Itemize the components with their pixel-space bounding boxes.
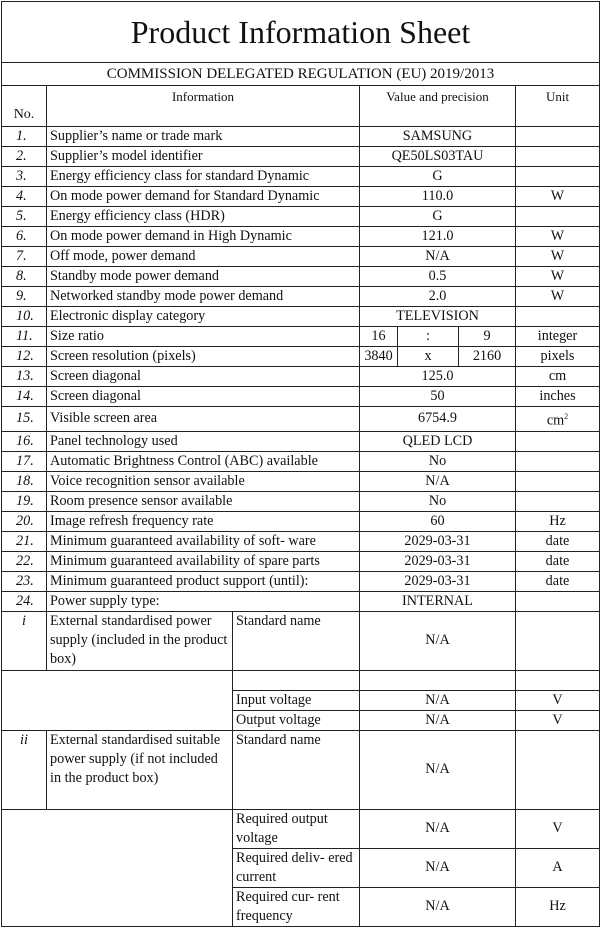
header-no: No. (2, 86, 47, 127)
unit-base: cm (546, 412, 565, 429)
table-row (2, 511, 600, 531)
row-value: No (360, 451, 516, 471)
row-number: 11. (2, 327, 47, 347)
row-unit (516, 591, 600, 611)
row-number: 20. (2, 511, 47, 531)
row-unit: W (516, 287, 600, 307)
row-number: 6. (2, 227, 47, 247)
row-information: Room presence sensor available (47, 491, 360, 511)
psu-i-information: External standardised power supply (included in the product box) (47, 611, 233, 670)
row-number: 15. (2, 407, 47, 432)
table-row (2, 387, 600, 407)
row-number: 17. (2, 451, 47, 471)
row-value-second: 9 (459, 327, 516, 347)
row-information: Size ratio (47, 327, 360, 347)
row-number: 22. (2, 551, 47, 571)
psu-i-standard-unit (516, 611, 600, 670)
psu-i-input-label: Input voltage (233, 690, 360, 710)
row-value-separator: : (398, 327, 459, 347)
row-number: 13. (2, 367, 47, 387)
psu-i-output-label: Output voltage (233, 710, 360, 730)
psu-ii-standard-label: Standard name (233, 730, 360, 809)
row-unit (516, 471, 600, 491)
row-number: 2. (2, 147, 47, 167)
row-value: QLED LCD (360, 431, 516, 451)
row-value: N/A (360, 471, 516, 491)
table-row (2, 127, 600, 147)
row-information: On mode power demand for Standard Dynamic (47, 187, 360, 207)
row-unit (516, 307, 600, 327)
table-row (2, 531, 600, 551)
header-value: Value and precision (360, 86, 516, 127)
row-value: INTERNAL (360, 591, 516, 611)
row-value: G (360, 167, 516, 187)
row-value: 110.0 (360, 187, 516, 207)
psu-ii-req-freq-value: N/A (360, 887, 516, 926)
header-unit: Unit (516, 86, 600, 127)
regulation-title: COMMISSION DELEGATED REGULATION (EU) 2019/2013 (2, 63, 600, 86)
row-number: 7. (2, 247, 47, 267)
row-information: Automatic Brightness Control (ABC) available (47, 451, 360, 471)
row-unit: cm (516, 367, 600, 387)
row-information: Energy efficiency class (HDR) (47, 207, 360, 227)
row-unit (516, 207, 600, 227)
product-information-sheet (1, 1, 599, 925)
table-row (2, 167, 600, 187)
row-value: 121.0 (360, 227, 516, 247)
psu-ii-req-out-label: Required output voltage (233, 809, 360, 848)
row-unit: date (516, 551, 600, 571)
row-number: 19. (2, 491, 47, 511)
row-number: 9. (2, 287, 47, 307)
row-value: 6754.9 (360, 407, 516, 432)
psu-i-spacer-value (360, 670, 516, 690)
row-number: 14. (2, 387, 47, 407)
table-row (2, 551, 600, 571)
row-unit (516, 451, 600, 471)
row-number: 21. (2, 531, 47, 551)
psu-ii-req-cur-unit: A (516, 848, 600, 887)
table-row (2, 407, 600, 432)
row-information: Panel technology used (47, 431, 360, 451)
row-information: Visible screen area (47, 407, 360, 432)
table-row (2, 267, 600, 287)
psu-i-output-value: N/A (360, 710, 516, 730)
row-value: No (360, 491, 516, 511)
header-information: Information (47, 86, 360, 127)
psu-i-spacer-label (233, 670, 360, 690)
table-row (2, 571, 600, 591)
psu-ii-req-out-row (2, 809, 600, 848)
table-row (2, 451, 600, 471)
row-information: Networked standby mode power demand (47, 287, 360, 307)
table-row (2, 307, 600, 327)
psu-ii-req-out-unit: V (516, 809, 600, 848)
row-unit: Hz (516, 511, 600, 531)
row-value: 125.0 (360, 367, 516, 387)
row-number: 18. (2, 471, 47, 491)
psu-ii-standard-value: N/A (360, 730, 516, 809)
row-value-separator: x (398, 347, 459, 367)
table-row (2, 287, 600, 307)
psu-i-standard-label: Standard name (233, 611, 360, 670)
psu-ii-row (2, 730, 600, 809)
row-value-first: 3840 (360, 347, 398, 367)
row-unit: date (516, 531, 600, 551)
row-number: 5. (2, 207, 47, 227)
table-row (2, 247, 600, 267)
psu-i-spacer-row (2, 670, 600, 690)
unit-superscript: 2 (564, 412, 569, 421)
row-unit: inches (516, 387, 600, 407)
row-unit: date (516, 571, 600, 591)
row-value-second: 2160 (459, 347, 516, 367)
row-information: Minimum guaranteed availability of soft- ware (47, 531, 360, 551)
row-number: 1. (2, 127, 47, 147)
row-value: 2029-03-31 (360, 571, 516, 591)
table-row (2, 227, 600, 247)
row-value: N/A (360, 247, 516, 267)
row-unit: integer (516, 327, 600, 347)
table-row (2, 367, 600, 387)
row-value: 2.0 (360, 287, 516, 307)
row-unit (516, 167, 600, 187)
row-information: On mode power demand in High Dynamic (47, 227, 360, 247)
row-information: Screen diagonal (47, 367, 360, 387)
table-row (2, 347, 600, 367)
row-information: Supplier’s model identifier (47, 147, 360, 167)
table-row (2, 471, 600, 491)
row-value-first: 16 (360, 327, 398, 347)
row-unit: W (516, 187, 600, 207)
row-information: Supplier’s name or trade mark (47, 127, 360, 147)
row-value: 60 (360, 511, 516, 531)
table-row (2, 147, 600, 167)
row-number: 24. (2, 591, 47, 611)
row-unit: W (516, 247, 600, 267)
row-value: 0.5 (360, 267, 516, 287)
row-number: 8. (2, 267, 47, 287)
table-row (2, 591, 600, 611)
psu-ii-req-freq-label: Required cur- rent frequency (233, 887, 360, 926)
row-number: 12. (2, 347, 47, 367)
psu-ii-standard-unit (516, 730, 600, 809)
psu-i-row (2, 611, 600, 670)
table-row (2, 327, 600, 347)
sheet-title: Product Information Sheet (2, 2, 600, 63)
row-value: G (360, 207, 516, 227)
row-information: Screen resolution (pixels) (47, 347, 360, 367)
row-unit (516, 127, 600, 147)
psu-ii-req-freq-unit: Hz (516, 887, 600, 926)
row-information: Standby mode power demand (47, 267, 360, 287)
psu-ii-blank (2, 809, 233, 926)
row-value: SAMSUNG (360, 127, 516, 147)
row-information: Voice recognition sensor available (47, 471, 360, 491)
psu-ii-req-cur-label: Required deliv- ered current (233, 848, 360, 887)
row-value: 50 (360, 387, 516, 407)
row-unit (516, 147, 600, 167)
row-information: Screen diagonal (47, 387, 360, 407)
row-unit (516, 407, 600, 432)
psu-ii-information: External standardised suitable power supply (if not included in the product box) (47, 730, 233, 809)
row-value: QE50LS03TAU (360, 147, 516, 167)
row-information: Power supply type: (47, 591, 360, 611)
psu-ii-req-out-value: N/A (360, 809, 516, 848)
row-information: Energy efficiency class for standard Dynamic (47, 167, 360, 187)
row-unit: W (516, 267, 600, 287)
row-information: Electronic display category (47, 307, 360, 327)
row-number: 3. (2, 167, 47, 187)
psu-i-input-value: N/A (360, 690, 516, 710)
row-information: Off mode, power demand (47, 247, 360, 267)
psu-i-output-unit: V (516, 710, 600, 730)
row-number: 23. (2, 571, 47, 591)
row-unit (516, 431, 600, 451)
psu-ii-number: ii (2, 730, 47, 809)
row-unit: pixels (516, 347, 600, 367)
row-information: Image refresh frequency rate (47, 511, 360, 531)
row-number: 4. (2, 187, 47, 207)
table-row (2, 431, 600, 451)
table-row (2, 187, 600, 207)
psu-i-spacer-unit (516, 670, 600, 690)
psu-ii-req-cur-value: N/A (360, 848, 516, 887)
psu-i-blank (2, 670, 233, 730)
psu-i-standard-value: N/A (360, 611, 516, 670)
info-table (1, 1, 600, 927)
row-number: 16. (2, 431, 47, 451)
row-number: 10. (2, 307, 47, 327)
row-unit (516, 491, 600, 511)
row-unit: W (516, 227, 600, 247)
psu-i-number: i (2, 611, 47, 670)
row-information: Minimum guaranteed product support (until): (47, 571, 360, 591)
table-row (2, 207, 600, 227)
psu-i-input-unit: V (516, 690, 600, 710)
row-value: 2029-03-31 (360, 551, 516, 571)
table-row (2, 491, 600, 511)
row-value: TELEVISION (360, 307, 516, 327)
row-information: Minimum guaranteed availability of spare parts (47, 551, 360, 571)
row-value: 2029-03-31 (360, 531, 516, 551)
